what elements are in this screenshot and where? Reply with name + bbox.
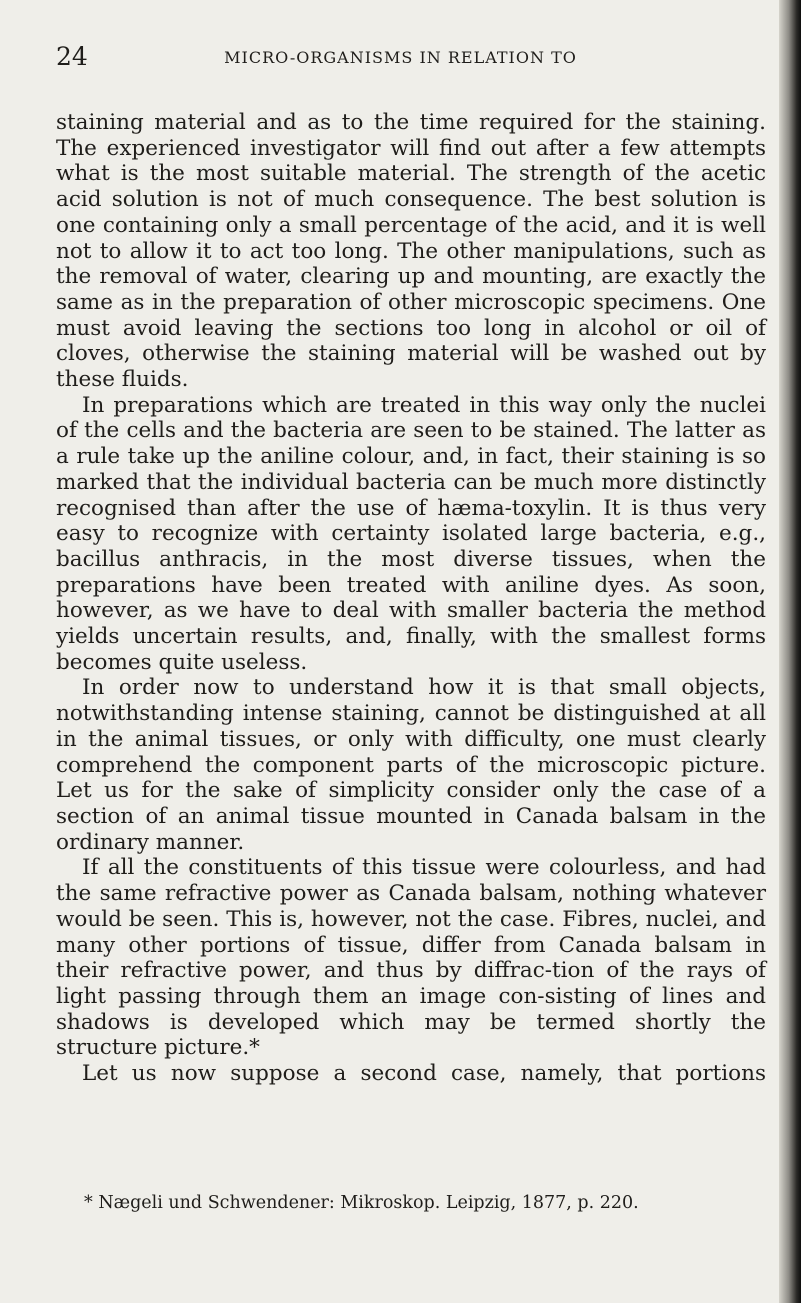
paragraph: In order now to understand how it is that small objects, notwithstanding intense staining, cannot be distinguished at all in the animal tissues, or only with difficulty, one must clearly comprehend the component parts of the microscopic picture. Let us for the sake of simplicity consider only the case of a section of an animal tissue mounted in Canada balsam in the ordinary manner. (56, 675, 766, 855)
running-head: MICRO-ORGANISMS IN RELATION TO (224, 48, 577, 67)
body-text (56, 110, 766, 1087)
paragraph: If all the constituents of this tissue were colourless, and had the same refractive power as Canada balsam, nothing whatever would be seen. This is, however, not the case. Fibres, nuclei, and many other portions of tissue, differ from Canada balsam in their refractive power, and thus by diffrac-tion of the rays of light passing through them an image con-sisting of lines and shadows is developed which may be termed shortly the structure picture.* (56, 855, 766, 1061)
book-spine-shadow (779, 0, 801, 1303)
paragraph: staining material and as to the time required for the staining. The experienced investigator will find out after a few attempts what is the most suitable material. The strength of the acetic acid solution is not of much consequence. The best solution is one containing only a small percentage of the acid, and it is well not to allow it to act too long. The other manipulations, such as the removal of water, clearing up and mounting, are exactly the same as in the preparation of other microscopic specimens. One must avoid leaving the sections too long in alcohol or oil of cloves, otherwise the staining material will be washed out by these fluids. (56, 110, 766, 393)
paragraph: Let us now suppose a second case, namely, that portions (82, 1061, 766, 1087)
footnote: * Nægeli und Schwendener: Mikroskop. Leipzig, 1877, p. 220. (84, 1193, 639, 1213)
paragraph: In preparations which are treated in this way only the nuclei of the cells and the bacteria are seen to be stained. The latter as a rule take up the aniline colour, and, in fact, their staining is so marked that the individual bacteria can be much more distinctly recognised than after the use of hæma-toxylin. It is thus very easy to recognize with certainty isolated large bacteria, e.g., bacillus anthracis, in the most diverse tissues, when the preparations have been treated with aniline dyes. As soon, however, as we have to deal with smaller bacteria the method yields uncertain results, and, finally, with the smallest forms becomes quite useless. (56, 392, 766, 675)
page-number: 24 (56, 42, 88, 71)
